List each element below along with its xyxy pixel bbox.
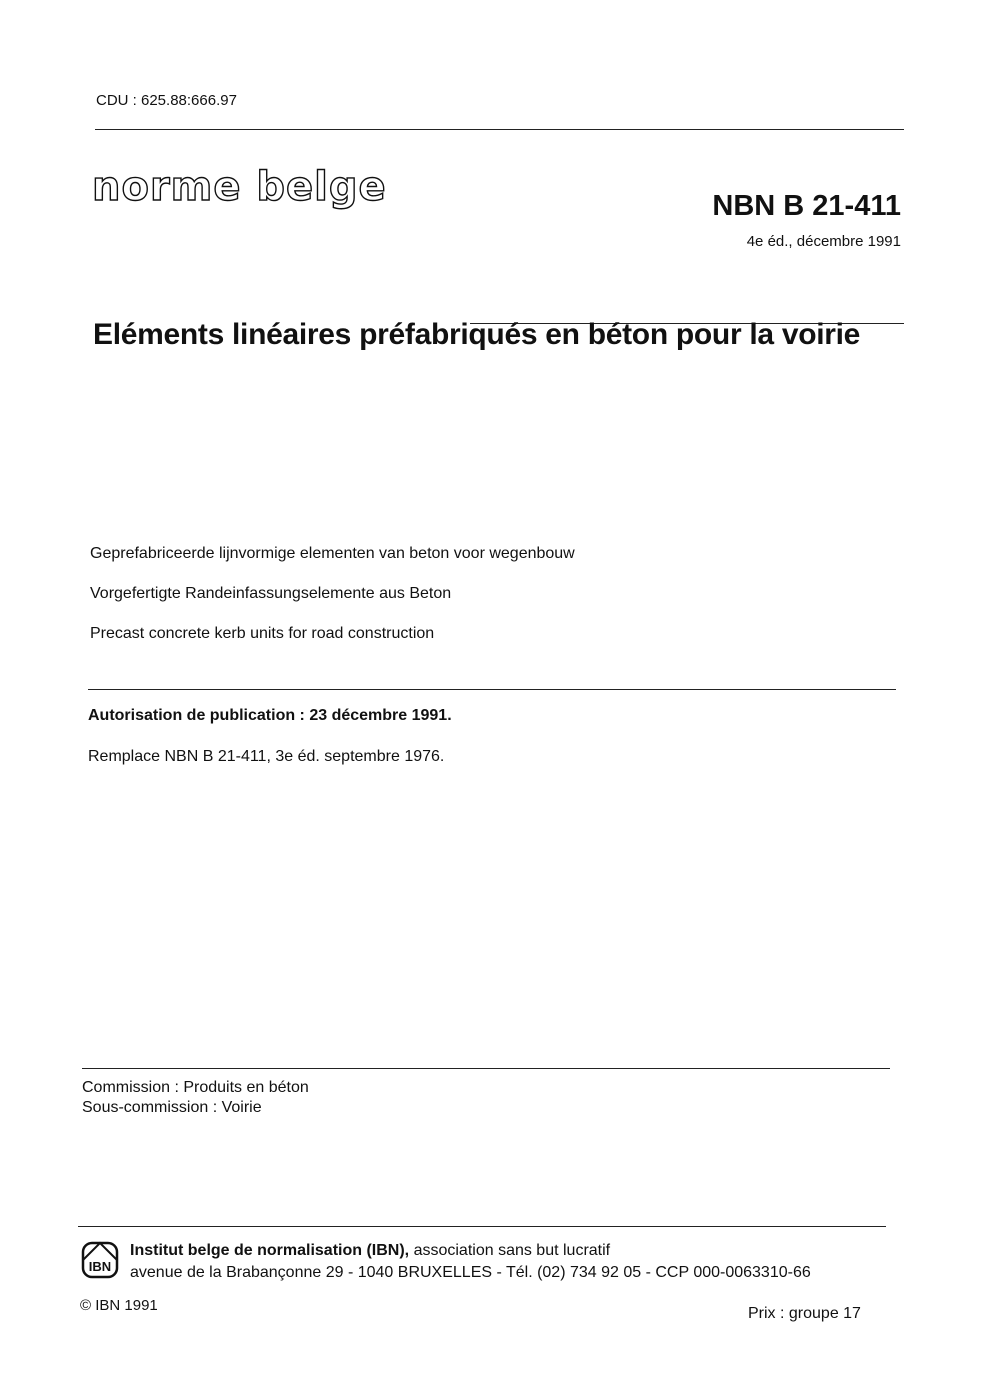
institute-address: avenue de la Brabançonne 29 - 1040 BRUXELLES - Tél. (02) 734 92 05 - CCP 000-0063310-66 — [130, 1264, 811, 1281]
publication-authorization: Autorisation de publication : 23 décembre 1991. — [88, 707, 452, 724]
edition-date: 4e éd., décembre 1991 — [746, 233, 901, 250]
commission-divider — [82, 1068, 890, 1069]
german-title: Vorgefertigte Randeinfassungselemente aus Beton — [90, 585, 452, 602]
ibn-logo-text: IBN — [88, 1259, 112, 1274]
cdu-code: CDU : 625.88:666.97 — [96, 92, 237, 109]
price-group: Prix : groupe 17 — [748, 1305, 861, 1322]
footer-divider — [78, 1226, 886, 1227]
institute-description: association sans but lucratif — [409, 1242, 611, 1259]
subcommission-label: Sous-commission : Voirie — [82, 1099, 262, 1116]
top-divider — [95, 129, 904, 130]
standard-number: NBN B 21-411 — [712, 190, 901, 222]
commission-block — [82, 1078, 309, 1118]
institute-info — [130, 1240, 811, 1284]
publication-divider — [88, 689, 896, 690]
commission-label: Commission : Produits en béton — [82, 1079, 309, 1096]
dutch-title: Geprefabriceerde lijnvormige elementen van beton voor wegenbouw — [90, 545, 575, 562]
institute-name: Institut belge de normalisation (IBN), — [130, 1242, 410, 1259]
norme-belge-wordmark: norme belge — [92, 164, 387, 210]
copyright: © IBN 1991 — [80, 1297, 158, 1314]
replaces-note: Remplace NBN B 21-411, 3e éd. septembre 1976. — [88, 748, 445, 765]
page-title: Eléments linéaires préfabriqués en béton pour la voirie — [93, 318, 861, 351]
english-title: Precast concrete kerb units for road construction — [90, 625, 435, 642]
ibn-logo-icon — [80, 1240, 120, 1280]
